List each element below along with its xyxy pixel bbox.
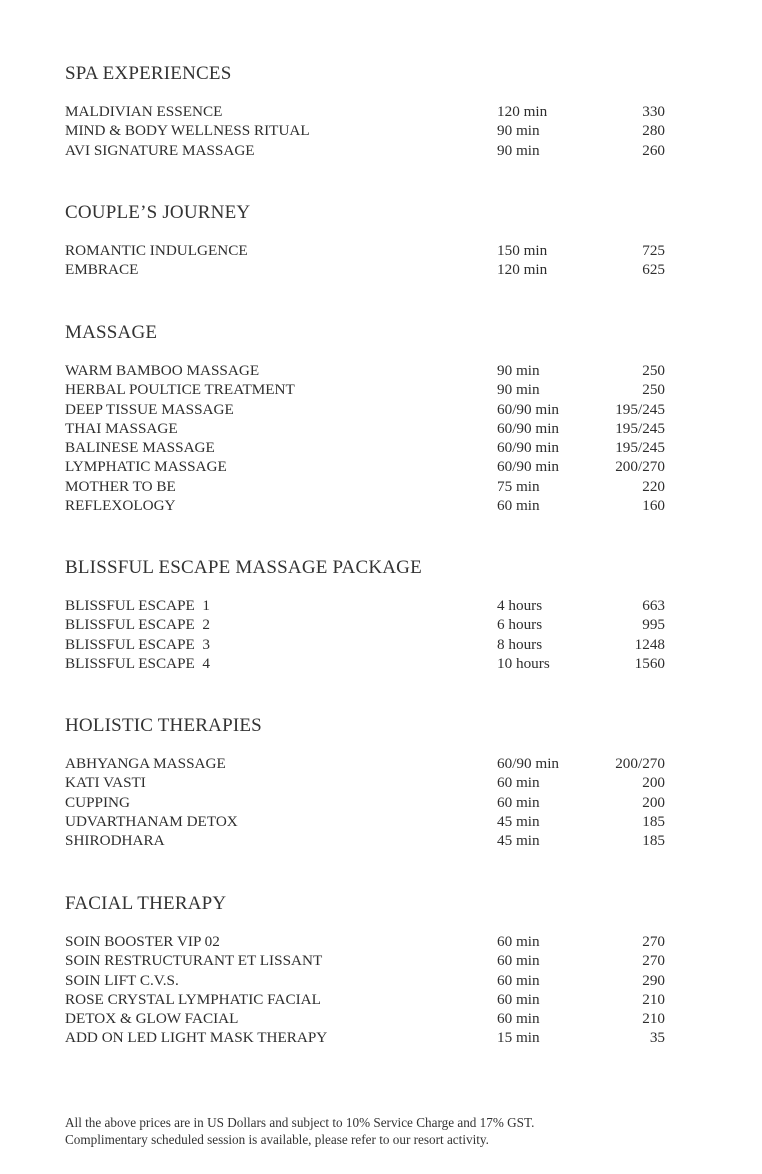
- item-name: KATI VASTI: [65, 774, 146, 792]
- item-price: 250: [642, 362, 665, 379]
- menu-item: [65, 1028, 665, 1047]
- item-duration: 45 min: [497, 832, 540, 850]
- item-name: WARM BAMBOO MASSAGE: [65, 362, 260, 379]
- section-title: COUPLE’S JOURNEY: [65, 202, 251, 223]
- item-name: ROSE CRYSTAL LYMPHATIC FACIAL: [65, 990, 321, 1008]
- section-title: FACIAL THERAPY: [65, 893, 227, 914]
- menu-item: [65, 380, 665, 399]
- item-price: 270: [642, 952, 665, 970]
- item-price: 625: [642, 261, 665, 279]
- item-price: 995: [642, 616, 665, 634]
- menu-item: [65, 400, 665, 419]
- item-duration: 90 min: [497, 381, 540, 399]
- item-duration: 60/90 min: [497, 419, 560, 437]
- menu-item: [65, 654, 665, 673]
- item-duration: 45 min: [497, 812, 540, 830]
- section-spa-experiences: [65, 62, 665, 160]
- item-price: 195/245: [615, 400, 665, 418]
- item-price: 290: [642, 971, 665, 989]
- item-price: 210: [642, 990, 665, 1008]
- item-price: 1248: [634, 635, 665, 653]
- menu-item: [65, 773, 665, 792]
- item-duration: 75 min: [497, 477, 540, 495]
- item-name: HERBAL POULTICE TREATMENT: [65, 381, 295, 399]
- item-price: 160: [642, 497, 665, 515]
- menu-item: [65, 457, 665, 476]
- menu-item: [65, 477, 665, 496]
- menu-item: [65, 635, 665, 654]
- item-name: LYMPHATIC MASSAGE: [65, 458, 227, 476]
- item-duration: 60/90 min: [497, 458, 560, 476]
- item-price: 725: [642, 242, 665, 259]
- item-name: SHIRODHARA: [65, 832, 165, 850]
- item-duration: 60 min: [497, 1010, 540, 1028]
- menu-item: [65, 615, 665, 634]
- item-name: REFLEXOLOGY: [65, 497, 176, 515]
- section-massage: [65, 321, 665, 515]
- item-name: BLISSFUL ESCAPE 4: [65, 654, 211, 672]
- item-price: 185: [642, 832, 665, 850]
- item-name: UDVARTHANAM DETOX: [65, 812, 238, 830]
- item-duration: 120 min: [497, 103, 548, 120]
- item-duration: 60 min: [497, 774, 540, 792]
- menu-item: [65, 812, 665, 831]
- item-price: 195/245: [615, 439, 665, 457]
- item-name: MOTHER TO BE: [65, 477, 176, 495]
- item-price: 210: [642, 1010, 665, 1028]
- menu-item: [65, 951, 665, 970]
- item-name: BLISSFUL ESCAPE 1: [65, 597, 211, 614]
- section-holistic-therapies: [65, 714, 665, 850]
- menu-item: [65, 596, 665, 615]
- item-duration: 8 hours: [497, 635, 543, 653]
- item-price: 280: [642, 122, 665, 140]
- item-duration: 150 min: [497, 242, 548, 259]
- item-duration: 6 hours: [497, 616, 543, 634]
- menu-item: [65, 496, 665, 515]
- menu-item: [65, 241, 665, 260]
- menu-item: [65, 971, 665, 990]
- item-name: SOIN LIFT C.V.S.: [65, 971, 179, 989]
- item-price: 200/270: [615, 458, 665, 476]
- footnote-line: Complimentary scheduled session is available, please refer to our resort activity.: [65, 1132, 489, 1147]
- item-price: 260: [642, 141, 665, 159]
- item-price: 663: [642, 597, 665, 614]
- item-duration: 15 min: [497, 1029, 540, 1047]
- item-duration: 10 hours: [497, 654, 550, 672]
- item-name: ROMANTIC INDULGENCE: [65, 242, 248, 259]
- item-name: BLISSFUL ESCAPE 3: [65, 635, 211, 653]
- item-price: 330: [642, 103, 665, 120]
- section-blissful-escape: [65, 556, 665, 673]
- item-duration: 90 min: [497, 362, 540, 379]
- menu-item: [65, 361, 665, 380]
- price-footnote: [65, 1114, 705, 1148]
- item-duration: 60 min: [497, 990, 540, 1008]
- item-price: 195/245: [615, 419, 665, 437]
- item-name: BALINESE MASSAGE: [65, 439, 215, 457]
- item-name: DEEP TISSUE MASSAGE: [65, 400, 234, 418]
- item-name: MIND & BODY WELLNESS RITUAL: [65, 122, 310, 140]
- item-name: THAI MASSAGE: [65, 419, 178, 437]
- item-price: 250: [642, 381, 665, 399]
- menu-item: [65, 990, 665, 1009]
- item-name: SOIN BOOSTER VIP 02: [65, 933, 220, 950]
- item-duration: 60 min: [497, 971, 540, 989]
- menu-item: [65, 831, 665, 850]
- item-name: ABHYANGA MASSAGE: [65, 755, 226, 772]
- menu-item: [65, 793, 665, 812]
- item-name: CUPPING: [65, 793, 130, 811]
- section-title: HOLISTIC THERAPIES: [65, 715, 262, 736]
- item-name: EMBRACE: [65, 261, 139, 279]
- menu-item: [65, 141, 665, 160]
- item-name: ADD ON LED LIGHT MASK THERAPY: [65, 1029, 328, 1047]
- menu-item: [65, 438, 665, 457]
- item-duration: 120 min: [497, 261, 548, 279]
- item-price: 185: [642, 812, 665, 830]
- menu-item: [65, 102, 665, 121]
- section-title: MASSAGE: [65, 322, 158, 343]
- item-duration: 60 min: [497, 933, 540, 950]
- item-duration: 60/90 min: [497, 755, 560, 772]
- item-name: DETOX & GLOW FACIAL: [65, 1010, 239, 1028]
- item-price: 200/270: [615, 755, 665, 772]
- item-duration: 4 hours: [497, 597, 543, 614]
- item-price: 1560: [634, 654, 665, 672]
- item-name: BLISSFUL ESCAPE 2: [65, 616, 211, 634]
- item-price: 270: [642, 933, 665, 950]
- item-duration: 60 min: [497, 952, 540, 970]
- item-price: 35: [649, 1029, 665, 1047]
- item-price: 200: [642, 774, 665, 792]
- menu-item: [65, 419, 665, 438]
- section-couples-journey: [65, 201, 665, 280]
- item-name: MALDIVIAN ESSENCE: [65, 103, 223, 120]
- item-duration: 90 min: [497, 122, 540, 140]
- item-duration: 60 min: [497, 793, 540, 811]
- item-duration: 60/90 min: [497, 439, 560, 457]
- menu-item: [65, 121, 665, 140]
- menu-item: [65, 1009, 665, 1028]
- item-price: 200: [642, 793, 665, 811]
- footnote-line: All the above prices are in US Dollars and subject to 10% Service Charge and 17% GST.: [65, 1115, 535, 1130]
- section-facial-therapy: [65, 892, 665, 1048]
- item-duration: 60 min: [497, 497, 540, 515]
- menu-item: [65, 260, 665, 279]
- item-name: SOIN RESTRUCTURANT ET LISSANT: [65, 952, 323, 970]
- item-duration: 90 min: [497, 141, 540, 159]
- item-name: AVI SIGNATURE MASSAGE: [65, 141, 255, 159]
- menu-item: [65, 932, 665, 951]
- item-price: 220: [642, 477, 665, 495]
- item-duration: 60/90 min: [497, 400, 560, 418]
- section-title: BLISSFUL ESCAPE MASSAGE PACKAGE: [65, 557, 422, 578]
- section-title: SPA EXPERIENCES: [65, 63, 232, 84]
- menu-item: [65, 754, 665, 773]
